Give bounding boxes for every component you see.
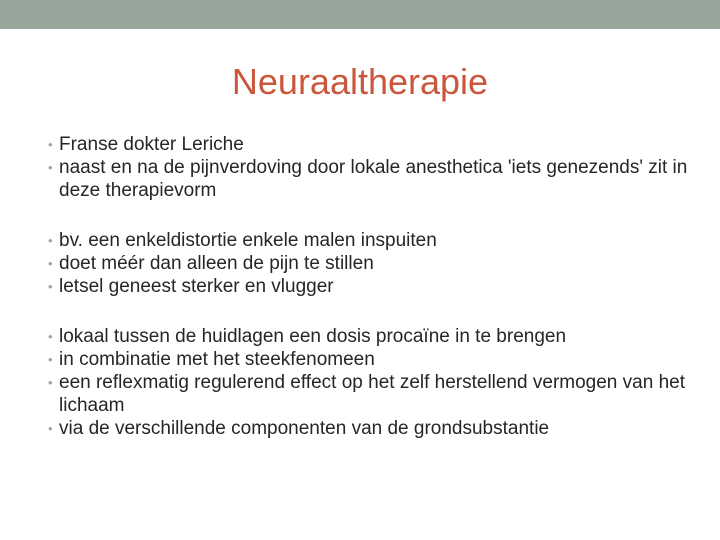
bullet-item: • een reflexmatig regulerend effect op het zelf herstellend vermogen van het lichaam (48, 372, 685, 416)
bullet-item: • naast en na de pijnverdoving door lokale anesthetica 'iets genezends' zit in deze therapievorm (48, 157, 688, 201)
bullet-icon: • (48, 329, 53, 344)
bullet-icon: • (48, 279, 53, 294)
bullet-icon: • (48, 233, 53, 248)
bullet-icon: • (48, 421, 53, 436)
bullet-item: • Franse dokter Leriche (48, 134, 244, 155)
bullet-item: • doet méér dan alleen de pijn te stillen (48, 253, 374, 274)
bullet-item: • bv. een enkeldistortie enkele malen inspuiten (48, 230, 437, 251)
bullet-item: • in combinatie met het steekfenomeen (48, 349, 375, 370)
bullet-icon: • (48, 352, 53, 367)
bullet-icon: • (48, 375, 53, 390)
bullet-icon: • (48, 256, 53, 271)
bullet-item: • via de verschillende componenten van de grondsubstantie (48, 418, 550, 439)
bullet-item: • letsel geneest sterker en vlugger (48, 276, 334, 297)
top-accent-bar (0, 0, 720, 29)
bullet-item: • lokaal tussen de huidlagen een dosis procaïne in te brengen (48, 326, 567, 347)
bullet-group-3 (48, 325, 688, 440)
slide-body (48, 133, 688, 467)
bullet-group-2 (48, 229, 688, 298)
bullet-icon: • (48, 137, 53, 152)
bullet-icon: • (48, 160, 53, 175)
slide-title: Neuraaltherapie (231, 61, 489, 102)
bullet-group-1 (48, 133, 688, 202)
